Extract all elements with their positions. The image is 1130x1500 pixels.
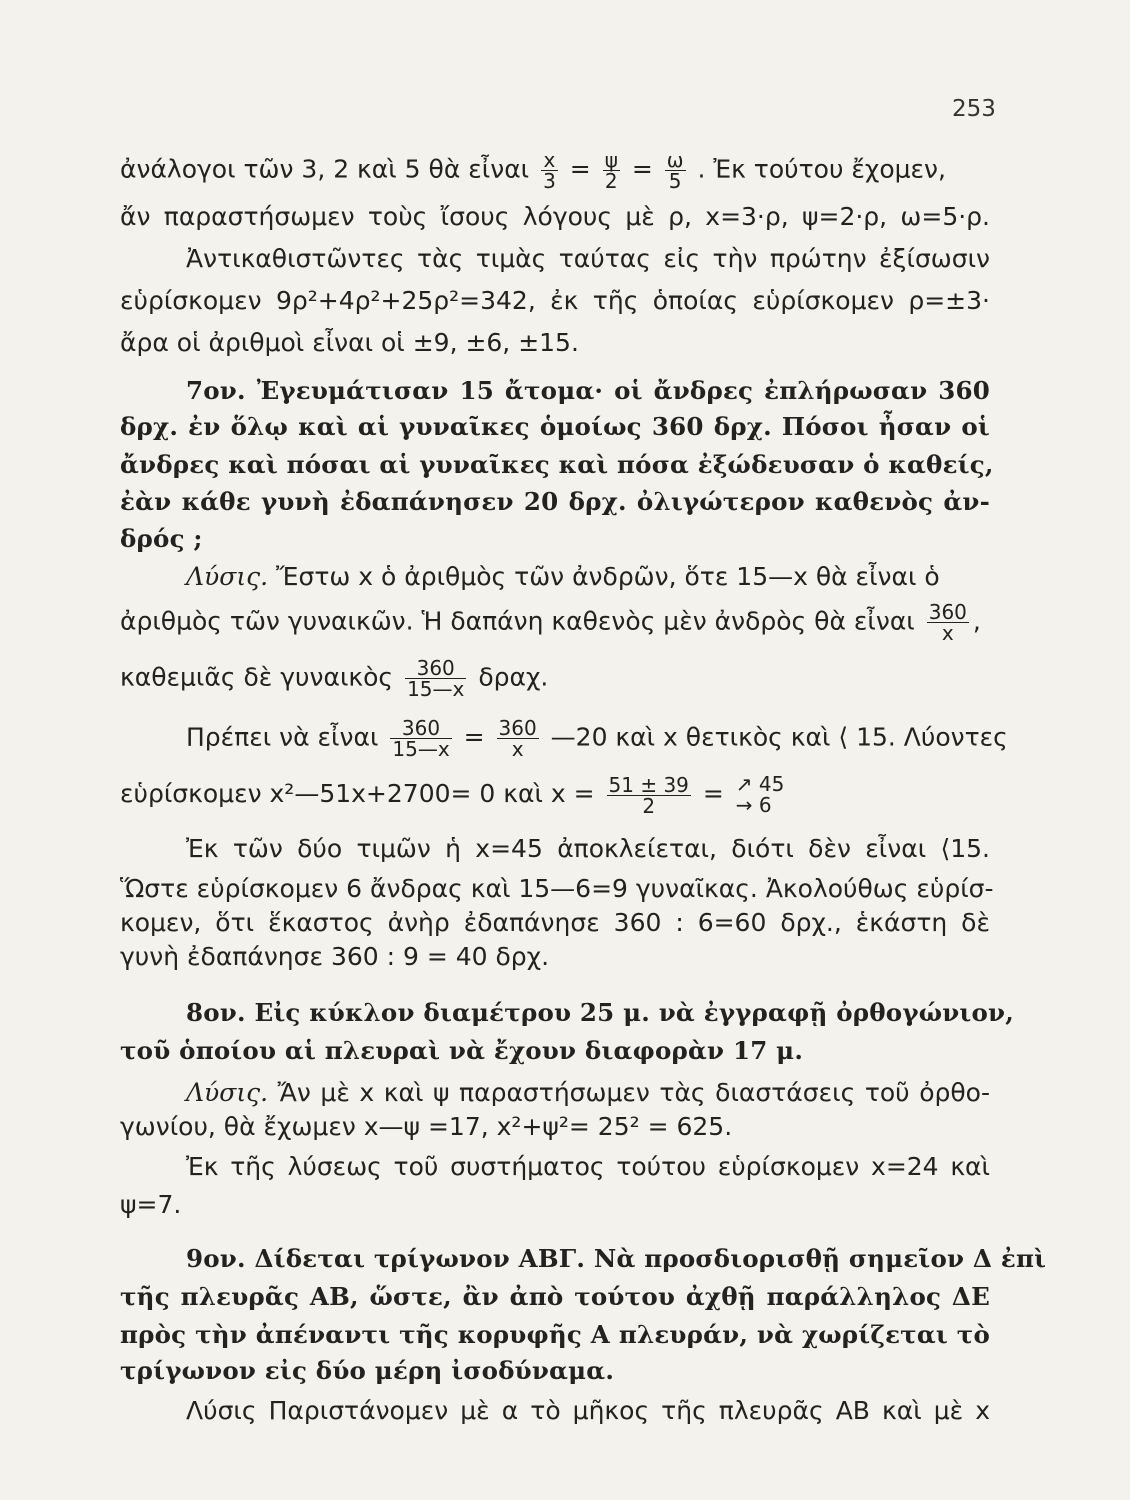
solution-9-line: Λύσις Παριστάνομεν μὲ α τὸ μῆκος τῆς πλευρᾶς ΑΒ καὶ μὲ x <box>186 1396 990 1425</box>
text-line: Ἀντικαθιστῶντες τὰς τιμὰς ταύτας εἰς τὴν πρώτην ἐξίσωσιν <box>186 244 990 273</box>
solution-8-line: γωνίου, θὰ ἔχωμεν x—ψ =17, x²+ψ²= 25² = 625. <box>120 1112 733 1141</box>
page-number: 253 <box>952 96 996 122</box>
text-span: ἀνάλογοι τῶν 3, 2 καὶ 5 θὰ εἶναι <box>120 154 530 184</box>
problem-7-line: δρχ. ἐν ὅλῳ καὶ αἱ γυναῖκες ὁμοίως 360 δρχ. Πόσοι ἦσαν οἱ <box>120 412 990 441</box>
equals-sign: = <box>569 154 591 184</box>
problem-7-line: ἐὰν κάθε γυνὴ ἐδαπάνησεν 20 δρχ. ὀλιγώτερον καθενὸς ἀν- <box>120 487 990 516</box>
fraction: $\frac{360}{x}$ <box>498 716 537 761</box>
solution-7-line: Ὥστε εὑρίσκομεν 6 ἄνδρας καὶ 15—6=9 γυναῖκας. Ἀκολούθως εὑρίσ- <box>120 874 994 903</box>
equals-sign: = <box>702 779 724 808</box>
text-span: —20 καὶ x θετικὸς καὶ ⟨ 15. Λύοντες <box>550 722 1008 752</box>
solution-8-line: ψ=7. <box>120 1190 182 1219</box>
solution-8-line: Ἐκ τῆς λύσεως τοῦ συστήματος τούτου εὑρίσκομεν x=24 καὶ <box>186 1152 990 1181</box>
fraction: $\frac{360}{15—x}$ <box>407 656 465 701</box>
problem-7-line: δρός ; <box>120 524 203 553</box>
problem-8-line: τοῦ ὁποίου αἱ πλευραὶ νὰ ἔχουν διαφορὰν 17 μ. <box>120 1036 804 1065</box>
equals-sign: = <box>631 154 653 184</box>
solution-7-line: Ἐκ τῶν δύο τιμῶν ἡ x=45 ἀποκλείεται, διότι δὲν εἶναι ⟨15. <box>186 834 990 863</box>
text-span: Ἔστω x ὁ ἀριθμὸς τῶν ἀνδρῶν, ὅτε 15—x θὰ εἶναι ὁ <box>276 562 940 591</box>
solution-8-line <box>186 1076 990 1110</box>
solution-7-line <box>120 774 990 816</box>
equals-sign: = <box>463 722 485 752</box>
solution-7-line <box>186 716 1008 761</box>
solution-7-line: ἀριθμὸς τῶν γυναικῶν. Ἡ δαπάνη καθενὸς μὲν ἀνδρὸς θὰ εἶναι $\frac{360}{x}$ , <box>120 600 981 645</box>
fraction: $\frac{51 \pm 39}{2}$ <box>608 772 689 818</box>
fraction: $\frac{\psi}{2}$ <box>604 148 618 193</box>
solution-7-line <box>120 658 990 699</box>
problem-9-line: τῆς πλευρᾶς ΑΒ, ὥστε, ἂν ἀπὸ τούτου ἀχθῇ παράλληλος ΔΕ <box>120 1282 990 1311</box>
text-span: Ἄν μὲ x καὶ ψ παραστήσωμεν τὰς διαστάσεις τοῦ ὀρθο- <box>277 1078 990 1107</box>
fraction: $\frac{360}{x}$ <box>928 600 967 645</box>
text-span: Πρέπει νὰ εἶναι <box>186 722 379 752</box>
text-span: εὑρίσκομεν x²—51x+2700= 0 καὶ x = <box>120 779 595 808</box>
fraction: $\frac{360}{15—x}$ <box>392 716 450 761</box>
problem-9-line: τρίγωνον εἰς δύο μέρη ἰσοδύναμα. <box>120 1356 615 1385</box>
text-line: εὑρίσκομεν 9ρ²+4ρ²+25ρ²=342, ἐκ τῆς ὁποίας εὑρίσκομεν ρ=±3· <box>120 286 990 315</box>
solution-label: Λύσις. <box>186 1078 269 1107</box>
text-span: καθεμιᾶς δὲ γυναικὸς <box>120 662 394 692</box>
text-line: ἄρα οἱ ἀριθμοὶ εἶναι οἱ ±9, ±6, ±15. <box>120 328 579 357</box>
root-arrows: ↗ 45 → 6 <box>735 772 785 817</box>
problem-9-line: 9ον. Δίδεται τρίγωνον ΑΒΓ. Νὰ προσδιορισθῇ σημεῖον Δ ἐπὶ <box>186 1244 1047 1273</box>
problem-7-line: 7ον. Ἐγευμάτισαν 15 ἄτομα· οἱ ἄνδρες ἐπλήρωσαν 360 <box>186 376 990 405</box>
solution-7-line <box>186 560 990 594</box>
problem-7-line: ἄνδρες καὶ πόσαι αἱ γυναῖκες καὶ πόσα ἐξώδευσαν ὁ καθείς, <box>120 450 994 479</box>
fraction: $\frac{\omega}{5}$ <box>666 148 684 193</box>
problem-9-line: πρὸς τὴν ἀπέναντι τῆς κορυφῆς Α πλευράν, νὰ χωρίζεται τὸ <box>120 1320 990 1349</box>
fraction: $\frac{x}{3}$ <box>543 148 556 193</box>
text-span: ἀριθμὸς τῶν γυναικῶν. Ἡ δαπάνη καθενὸς μὲν ἀνδρὸς θὰ εἶναι <box>120 606 915 636</box>
text-line: ἄν παραστήσωμεν τοὺς ἴσους λόγους μὲ ρ, x=3·ρ, ψ=2·ρ, ω=5·ρ. <box>120 202 990 231</box>
solution-label: Λύσις. <box>186 562 269 591</box>
solution-7-line: κομεν, ὅτι ἕκαστος ἀνὴρ ἐδαπάνησε 360 : 6=60 δρχ., ἑκάστη δὲ <box>120 908 990 937</box>
text-line <box>120 150 990 191</box>
solution-7-line: γυνὴ ἐδαπάνησε 360 : 9 = 40 δρχ. <box>120 942 550 971</box>
problem-8-line: 8ον. Εἰς κύκλον διαμέτρου 25 μ. νὰ ἐγγραφῇ ὀρθογώνιον, <box>186 998 1014 1027</box>
text-span: δραχ. <box>478 662 549 692</box>
text-span: . Ἐκ τούτου ἔχομεν, <box>697 154 946 184</box>
